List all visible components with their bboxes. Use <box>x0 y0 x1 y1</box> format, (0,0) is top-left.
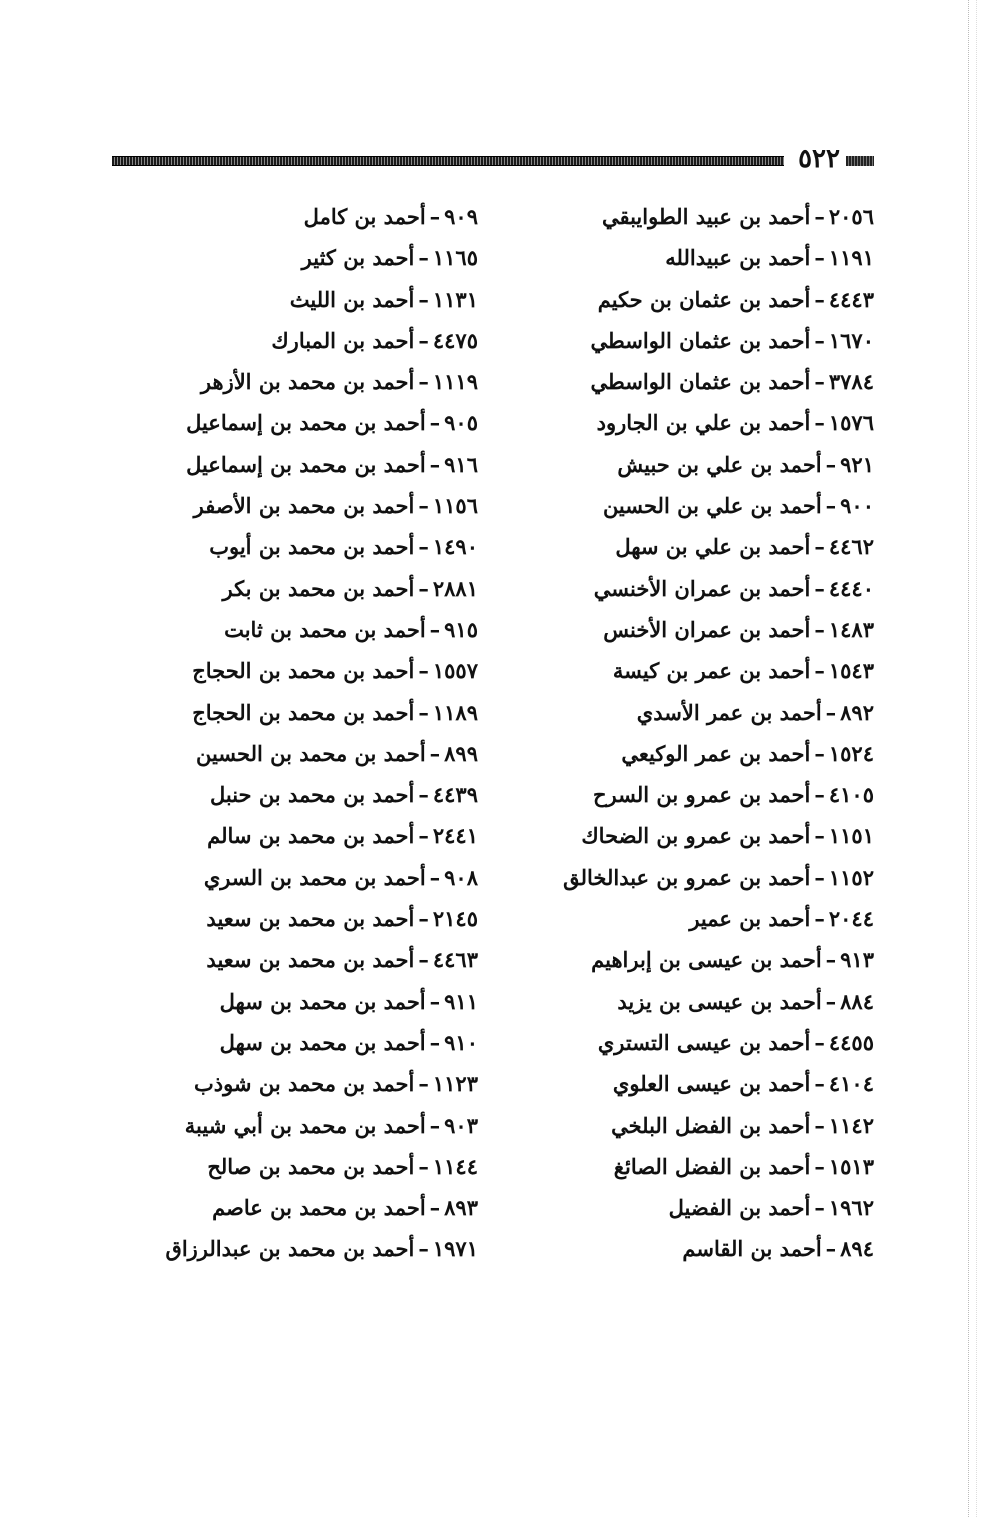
index-entry <box>574 444 874 485</box>
entry-dash: – <box>418 947 429 973</box>
index-entry <box>574 568 874 609</box>
entry-dash: – <box>418 1071 429 1097</box>
entry-number: ٤٤٤٣ <box>828 286 874 312</box>
entry-dash: – <box>418 369 429 395</box>
index-entry <box>158 1228 478 1269</box>
entry-number: ١٩٦٢ <box>828 1195 874 1221</box>
entry-dash: – <box>429 616 441 642</box>
entry-number: ١١٤٢ <box>828 1112 874 1138</box>
entry-number: ٨٩٢ <box>840 699 874 725</box>
header-rule-short <box>846 156 874 166</box>
entry-dash: – <box>418 327 429 353</box>
entry-number: ٢١٤٥ <box>432 906 478 932</box>
entry-number: ٩١٥ <box>444 616 478 642</box>
index-entry <box>574 237 874 278</box>
entry-dash: – <box>814 1112 825 1138</box>
scan-edge-line-secondary <box>976 0 977 1517</box>
page-number: ٥٢٢ <box>794 144 844 174</box>
entry-number: ١١٣١ <box>432 286 478 312</box>
entry-number: ١٥٧٦ <box>828 410 874 436</box>
index-entry <box>158 609 478 650</box>
entry-dash: – <box>418 493 429 519</box>
entry-number: ٤٤٧٥ <box>432 327 478 353</box>
entry-dash: – <box>814 1071 825 1097</box>
entry-name: أحمد بن محمد بن سالم <box>207 823 415 849</box>
entry-name: أحمد بن محمد بن إسماعيل <box>186 451 426 477</box>
entry-name: أحمد بن عثمان بن حكيم <box>597 286 811 312</box>
entry-dash: – <box>429 988 441 1014</box>
index-column-left <box>158 196 478 1270</box>
entry-name: أحمد بن عبيدالله <box>665 245 811 271</box>
entry-dash: – <box>814 204 825 229</box>
entry-name: أحمد بن عيسى العلوي <box>612 1071 811 1097</box>
index-entry <box>574 939 874 980</box>
entry-dash: – <box>418 906 429 932</box>
index-entry <box>158 402 478 443</box>
entry-number: ١٤٩٠ <box>432 534 478 560</box>
entry-name: أحمد بن محمد بن عاصم <box>212 1195 426 1221</box>
index-entry <box>574 279 874 320</box>
index-entry <box>158 981 478 1022</box>
entry-dash: – <box>814 740 825 766</box>
entry-name: أحمد بن عبيد الطوايبقي <box>601 204 811 229</box>
entry-number: ٩١١ <box>444 988 478 1014</box>
entry-number: ٩١٦ <box>444 451 478 477</box>
entry-number: ٩٢١ <box>840 451 874 477</box>
entry-name: أحمد بن عمرو بن عبدالخالق <box>563 864 811 890</box>
entry-name: أحمد بن عيسى بن إبراهيم <box>591 947 822 973</box>
index-entry <box>574 650 874 691</box>
entry-dash: – <box>825 1236 837 1262</box>
entry-dash: – <box>814 327 825 353</box>
entry-dash: – <box>814 1029 825 1055</box>
entry-number: ٨٨٤ <box>840 988 874 1014</box>
index-entry <box>158 279 478 320</box>
entry-dash: – <box>814 864 825 890</box>
index-entry <box>574 898 874 939</box>
entry-name: أحمد بن محمد بن ثابت <box>224 616 426 642</box>
entry-number: ٨٩٣ <box>444 1195 478 1221</box>
entry-dash: – <box>429 1029 441 1055</box>
index-entry <box>574 1146 874 1187</box>
entry-name: أحمد بن محمد بن سعيد <box>206 947 415 973</box>
entry-dash: – <box>825 947 837 973</box>
index-entry <box>158 568 478 609</box>
index-entry <box>158 485 478 526</box>
entry-number: ١٩٧١ <box>432 1236 478 1262</box>
entry-name: أحمد بن الفضيل <box>668 1195 811 1221</box>
entry-name: أحمد بن محمد بن صالح <box>207 1153 415 1179</box>
index-entry <box>574 981 874 1022</box>
entry-number: ١١٢٣ <box>432 1071 478 1097</box>
entry-dash: – <box>418 245 429 271</box>
index-entry <box>574 692 874 733</box>
entry-name: أحمد بن محمد بن شوذب <box>193 1071 415 1097</box>
entry-number: ٩١٣ <box>840 947 874 973</box>
index-entry <box>574 1228 874 1269</box>
entry-dash: – <box>429 864 441 890</box>
entry-dash: – <box>825 699 837 725</box>
index-entry <box>158 774 478 815</box>
entry-name: أحمد بن عمير <box>689 906 811 932</box>
entry-name: أحمد بن عمران الأخنسي <box>593 575 811 601</box>
entry-number: ٢٠٥٦ <box>828 204 874 229</box>
entry-dash: – <box>429 451 441 477</box>
entry-number: ٤١٠٥ <box>828 782 874 808</box>
entry-name: أحمد بن عمر الوكيعي <box>621 740 811 766</box>
entry-name: أحمد بن كامل <box>303 204 426 229</box>
entry-dash: – <box>814 782 825 808</box>
entry-number: ١٥٥٧ <box>432 658 478 684</box>
entry-number: ٢٤٤١ <box>432 823 478 849</box>
entry-name: أحمد بن محمد بن الأصفر <box>193 493 415 519</box>
index-entry <box>574 1063 874 1104</box>
entry-number: ٩١٠ <box>444 1029 478 1055</box>
entry-number: ٩٠٣ <box>444 1112 478 1138</box>
entry-dash: – <box>429 1112 441 1138</box>
index-entry <box>158 1187 478 1228</box>
entry-dash: – <box>825 493 837 519</box>
index-entry <box>158 815 478 856</box>
index-entry <box>574 361 874 402</box>
index-entry <box>574 1105 874 1146</box>
index-entry <box>158 444 478 485</box>
entry-name: أحمد بن محمد بن بكر <box>222 575 415 601</box>
entry-dash: – <box>418 782 429 808</box>
index-entry <box>563 857 874 898</box>
entry-name: أحمد بن عثمان الواسطي <box>590 369 811 395</box>
index-entry <box>158 361 478 402</box>
entry-name: أحمد بن عمر بن كيسة <box>612 658 811 684</box>
entry-name: أحمد بن عيسى التستري <box>597 1029 811 1055</box>
entry-dash: – <box>418 286 429 312</box>
index-entry <box>574 774 874 815</box>
index-entry <box>574 485 874 526</box>
index-entry <box>158 526 478 567</box>
entry-name: أحمد بن محمد بن السري <box>203 864 426 890</box>
entry-name: أحمد بن محمد بن الحسين <box>195 740 426 766</box>
entry-dash: – <box>814 410 825 436</box>
entry-dash: – <box>814 906 825 932</box>
entry-name: أحمد بن الفضل الصائغ <box>613 1153 811 1179</box>
entry-name: أحمد بن عيسى بن يزيد <box>617 988 822 1014</box>
entry-number: ١١٨٩ <box>432 699 478 725</box>
entry-dash: – <box>814 286 825 312</box>
index-entry <box>158 939 478 980</box>
header-rule-long <box>112 156 784 166</box>
entry-name: أحمد بن محمد بن الحجاج <box>192 699 415 725</box>
entry-name: أحمد بن عمرو بن السرح <box>592 782 811 808</box>
index-entry <box>574 526 874 567</box>
entry-number: ١١٦٥ <box>432 245 478 271</box>
entry-number: ٣٧٨٤ <box>828 369 874 395</box>
index-entry <box>158 320 478 361</box>
index-entry <box>574 1022 874 1063</box>
entry-dash: – <box>825 988 837 1014</box>
entry-name: أحمد بن عمر الأسدي <box>636 699 822 725</box>
entry-dash: – <box>814 616 825 642</box>
entry-number: ٨٩٤ <box>840 1236 874 1262</box>
entry-name: أحمد بن محمد بن إسماعيل <box>186 410 426 436</box>
entry-number: ١٦٧٠ <box>828 327 874 353</box>
index-entry <box>574 320 874 361</box>
index-entry <box>158 692 478 733</box>
entry-dash: – <box>814 658 825 684</box>
index-column-right <box>563 196 874 1270</box>
index-entry <box>574 815 874 856</box>
entry-name: أحمد بن علي بن سهل <box>615 534 811 560</box>
index-entry <box>158 1022 478 1063</box>
entry-number: ١٥١٣ <box>828 1153 874 1179</box>
page-header <box>112 144 874 174</box>
entry-name: أحمد بن عمران الأخنس <box>603 616 811 642</box>
entry-name: أحمد بن محمد بن حنبل <box>209 782 415 808</box>
entry-name: أحمد بن محمد بن الأزهر <box>200 369 415 395</box>
scan-edge-line <box>968 0 969 1517</box>
index-entry <box>574 733 874 774</box>
entry-dash: – <box>418 1236 429 1262</box>
entry-dash: – <box>814 1153 825 1179</box>
index-entry <box>158 1146 478 1187</box>
entry-dash: – <box>814 534 825 560</box>
index-entry <box>574 196 874 237</box>
entry-number: ٤٤٤٠ <box>828 575 874 601</box>
entry-number: ٩٠٩ <box>444 204 478 229</box>
entry-dash: – <box>418 699 429 725</box>
entry-number: ١١٥١ <box>828 823 874 849</box>
entry-dash: – <box>418 575 429 601</box>
entry-number: ٤١٠٤ <box>828 1071 874 1097</box>
index-entry <box>158 857 478 898</box>
entry-name: أحمد بن محمد بن سهل <box>219 988 426 1014</box>
index-entry <box>158 237 478 278</box>
entry-dash: – <box>418 658 429 684</box>
index-entry <box>158 1063 478 1104</box>
entry-name: أحمد بن محمد بن الحجاج <box>192 658 415 684</box>
entry-name: أحمد بن القاسم <box>682 1236 822 1262</box>
entry-dash: – <box>418 534 429 560</box>
entry-dash: – <box>825 451 837 477</box>
entry-name: أحمد بن علي بن حبيش <box>617 451 822 477</box>
entry-name: أحمد بن علي بن الجارود <box>596 410 811 436</box>
index-entry <box>158 196 478 237</box>
entry-number: ١٥٤٣ <box>828 658 874 684</box>
entry-name: أحمد بن محمد بن أيوب <box>209 534 415 560</box>
index-entry <box>158 650 478 691</box>
entry-number: ٨٩٩ <box>444 740 478 766</box>
entry-name: أحمد بن الليث <box>289 286 415 312</box>
index-entry <box>574 609 874 650</box>
entry-dash: – <box>429 204 441 229</box>
entry-dash: – <box>814 823 825 849</box>
index-entry <box>158 1105 478 1146</box>
entry-number: ١٤٨٣ <box>828 616 874 642</box>
entry-number: ٩٠٥ <box>444 410 478 436</box>
entry-number: ١١١٩ <box>432 369 478 395</box>
entry-name: أحمد بن الفضل البلخي <box>611 1112 811 1138</box>
entry-name: أحمد بن محمد بن أبي شيبة <box>184 1112 426 1138</box>
entry-name: أحمد بن عمرو بن الضحاك <box>581 823 811 849</box>
entry-number: ٤٤٦٣ <box>432 947 478 973</box>
entry-number: ٩٠٨ <box>444 864 478 890</box>
entry-number: ١٥٢٤ <box>828 740 874 766</box>
index-entry <box>158 733 478 774</box>
entry-dash: – <box>418 823 429 849</box>
entry-number: ٢٠٤٤ <box>828 906 874 932</box>
entry-number: ٢٨٨١ <box>432 575 478 601</box>
entry-name: أحمد بن محمد بن سعيد <box>206 906 415 932</box>
index-entry <box>158 898 478 939</box>
entry-name: أحمد بن عثمان الواسطي <box>590 327 811 353</box>
entry-dash: – <box>429 740 441 766</box>
entry-name: أحمد بن المبارك <box>271 327 415 353</box>
entry-dash: – <box>814 369 825 395</box>
index-entry <box>574 1187 874 1228</box>
entry-number: ١١٥٢ <box>828 864 874 890</box>
entry-name: أحمد بن محمد بن سهل <box>219 1029 426 1055</box>
entry-dash: – <box>418 1153 429 1179</box>
entry-number: ٤٤٥٥ <box>828 1029 874 1055</box>
entry-name: أحمد بن محمد بن عبدالرزاق <box>165 1236 415 1262</box>
entry-dash: – <box>814 1195 825 1221</box>
entry-number: ٩٠٠ <box>840 493 874 519</box>
entry-dash: – <box>814 245 825 271</box>
entry-dash: – <box>429 1195 441 1221</box>
entry-number: ١١٤٤ <box>432 1153 478 1179</box>
entry-name: أحمد بن علي بن الحسين <box>602 493 822 519</box>
entry-number: ١١٩١ <box>828 245 874 271</box>
entry-dash: – <box>814 575 825 601</box>
index-entry <box>574 402 874 443</box>
entry-number: ١١٥٦ <box>432 493 478 519</box>
entry-dash: – <box>429 410 441 436</box>
entry-number: ٤٤٦٢ <box>828 534 874 560</box>
entry-name: أحمد بن كثير <box>301 245 415 271</box>
entry-number: ٤٤٣٩ <box>432 782 478 808</box>
